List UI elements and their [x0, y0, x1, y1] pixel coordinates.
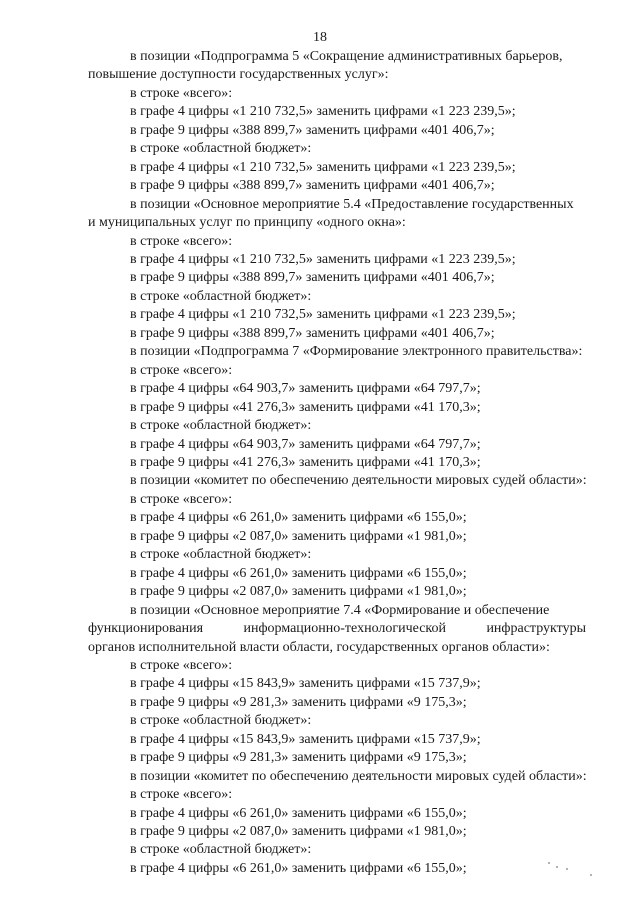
scan-artifact [548, 862, 550, 864]
text-line: в графе 9 цифры «388 899,7» заменить цифрами «401 406,7»; [130, 325, 495, 341]
text-line: в графе 9 цифры «2 087,0» заменить цифрами «1 981,0»; [130, 824, 467, 840]
text-line: в графе 4 цифры «64 903,7» заменить цифрами «64 797,7»; [130, 381, 481, 397]
text-line: в графе 9 цифры «9 281,3» заменить цифрами «9 175,3»; [130, 694, 467, 710]
text-line: в строке «областной бюджет»: [130, 547, 312, 563]
text-line: в строке «всего»: [130, 491, 233, 507]
word: инфраструктуры [486, 621, 586, 637]
text-line: в графе 4 цифры «1 210 732,5» заменить цифрами «1 223 239,5»; [130, 251, 516, 267]
text-line: повышение доступности государственных услуг»: [88, 67, 389, 83]
text-line: в позиции «Основное мероприятие 7.4 «Формирование и обеспечение [130, 602, 550, 618]
text-line: в графе 4 цифры «64 903,7» заменить цифрами «64 797,7»; [130, 436, 481, 452]
text-line: и муниципальных услуг по принципу «одного окна»: [88, 215, 406, 231]
text-line: в графе 4 цифры «15 843,9» заменить цифрами «15 737,9»; [130, 676, 481, 692]
text-line: в графе 4 цифры «6 261,0» заменить цифрами «6 155,0»; [130, 860, 467, 876]
text-line: в строке «всего»: [130, 787, 233, 803]
text-line: в строке «областной бюджет»: [130, 288, 312, 304]
text-line: в графе 4 цифры «6 261,0» заменить цифрами «6 155,0»; [130, 565, 467, 581]
document-body [88, 48, 586, 878]
page-number: 18 [313, 30, 327, 45]
text-line: в строке «областной бюджет»: [130, 418, 312, 434]
text-line: в строке «всего»: [130, 233, 233, 249]
text-line: в графе 9 цифры «388 899,7» заменить цифрами «401 406,7»; [130, 178, 495, 194]
text-line: в позиции «Основное мероприятие 5.4 «Предоставление государственных [130, 196, 574, 212]
text-line: в графе 9 цифры «2 087,0» заменить цифрами «1 981,0»; [130, 584, 467, 600]
text-line: в позиции «Подпрограмма 5 «Сокращение административных барьеров, [130, 49, 563, 64]
text-line: в позиции «Подпрограмма 7 «Формирование электронного правительства»: [130, 344, 583, 360]
text-line: в графе 4 цифры «1 210 732,5» заменить цифрами «1 223 239,5»; [130, 307, 516, 323]
word: информационно-технологической [243, 621, 447, 637]
scan-artifact [590, 874, 592, 876]
text-line: в графе 9 цифры «2 087,0» заменить цифрами «1 981,0»; [130, 528, 467, 544]
text-line: органов исполнительной власти области, государственных органов области»: [88, 639, 550, 655]
text-line: в строке «всего»: [130, 657, 233, 673]
text-line [88, 620, 586, 638]
text-line: в графе 4 цифры «6 261,0» заменить цифрами «6 155,0»; [130, 805, 467, 821]
text-line: в графе 9 цифры «41 276,3» заменить цифрами «41 170,3»; [130, 399, 481, 415]
text-line: в графе 9 цифры «9 281,3» заменить цифрами «9 175,3»; [130, 750, 467, 766]
text-line: в позиции «комитет по обеспечению деятельности мировых судей области»: [130, 768, 587, 784]
word: функционирования [88, 621, 204, 637]
text-line: в строке «всего»: [130, 362, 233, 378]
scan-artifact [556, 866, 558, 868]
text-line: в графе 4 цифры «1 210 732,5» заменить цифрами «1 223 239,5»; [130, 159, 516, 175]
text-line: в строке «всего»: [130, 85, 233, 101]
text-line: в строке «областной бюджет»: [130, 713, 312, 729]
text-line: в строке «областной бюджет»: [130, 141, 312, 157]
text-line: в графе 4 цифры «1 210 732,5» заменить цифрами «1 223 239,5»; [130, 104, 516, 120]
scan-artifact [566, 868, 568, 870]
text-line: в графе 9 цифры «388 899,7» заменить цифрами «401 406,7»; [130, 270, 495, 286]
text-line: в графе 9 цифры «388 899,7» заменить цифрами «401 406,7»; [130, 122, 495, 138]
text-line: в строке «областной бюджет»: [130, 842, 312, 858]
text-line: в графе 9 цифры «41 276,3» заменить цифрами «41 170,3»; [130, 454, 481, 470]
text-line: в позиции «комитет по обеспечению деятельности мировых судей области»: [130, 473, 587, 489]
text-line: в графе 4 цифры «15 843,9» заменить цифрами «15 737,9»; [130, 731, 481, 747]
text-line: в графе 4 цифры «6 261,0» заменить цифрами «6 155,0»; [130, 510, 467, 526]
